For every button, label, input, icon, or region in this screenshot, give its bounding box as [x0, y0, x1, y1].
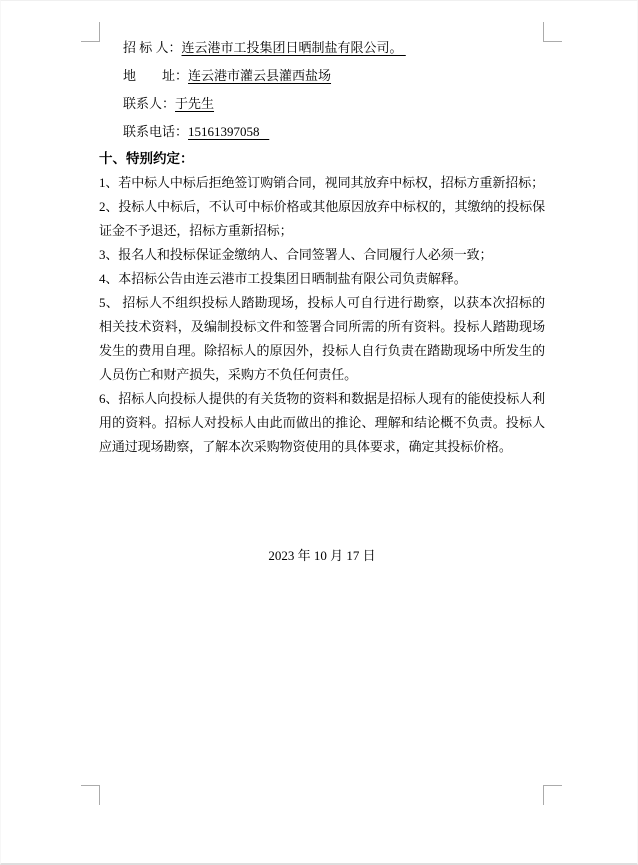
tenderer-label: 招 标 人： [123, 40, 182, 55]
text-boundary-mark-top-left [81, 22, 100, 42]
contact-row-address [99, 62, 545, 90]
date-line: 2023 年 10 月 17 日 [268, 548, 376, 563]
phone-value: 15161397058 [188, 124, 270, 139]
phone-label: 联系电话： [123, 124, 189, 139]
special-terms-heading: 十、特别约定： [99, 151, 194, 166]
clause-1: 1、若中标人中标后拒绝签订购销合同，视同其放弃中标权，招标方重新招标； [99, 175, 545, 190]
tenderer-value: 连云港市工投集团日晒制盐有限公司。 [181, 40, 406, 55]
contact-person-label: 联系人： [123, 96, 176, 111]
contact-row-phone [99, 118, 545, 146]
special-terms-clauses [99, 171, 545, 459]
text-boundary-mark-bottom-right [543, 785, 562, 805]
clause-6: 6、招标人向投标人提供的有关货物的资料和数据是招标人现有的能使投标人利用的资料。招标人对投标人由此而做出的推论、理解和结论概不负责。投标人应通过现场勘察，了解本次采购物资使用的具体要求，确定其投标价格。 [99, 391, 545, 454]
contact-block [99, 34, 545, 146]
text-boundary-mark-top-right [543, 22, 562, 42]
contact-person-value: 于先生 [175, 96, 215, 111]
address-label: 地 址： [123, 68, 189, 83]
clause-2: 2、投标人中标后，不认可中标价格或其他原因放弃中标权的，其缴纳的投标保证金不予退还，招标方重新招标； [99, 199, 545, 238]
document-body[interactable] [99, 34, 545, 568]
contact-row-person [99, 90, 545, 118]
contact-row-tenderer [99, 34, 545, 62]
clause-3: 3、报名人和投标保证金缴纳人、合同签署人、合同履行人必须一致； [99, 247, 493, 262]
clause-4: 4、本招标公告由连云港市工投集团日晒制盐有限公司负责解释。 [99, 271, 467, 286]
address-value: 连云港市灌云县灌西盐场 [188, 68, 332, 83]
clause-5: 5、 招标人不组织投标人踏勘现场，投标人可自行进行勘察，以获本次招标的相关技术资料，及编制投标文件和签署合同所需的所有资料。投标人踏勘现场发生的费用自理。除招标人的原因外，投标人自行负责在踏勘现场中所发生的人员伤亡和财产损失，采购方不负任何责任。 [99, 295, 545, 382]
text-boundary-mark-bottom-left [81, 785, 100, 805]
